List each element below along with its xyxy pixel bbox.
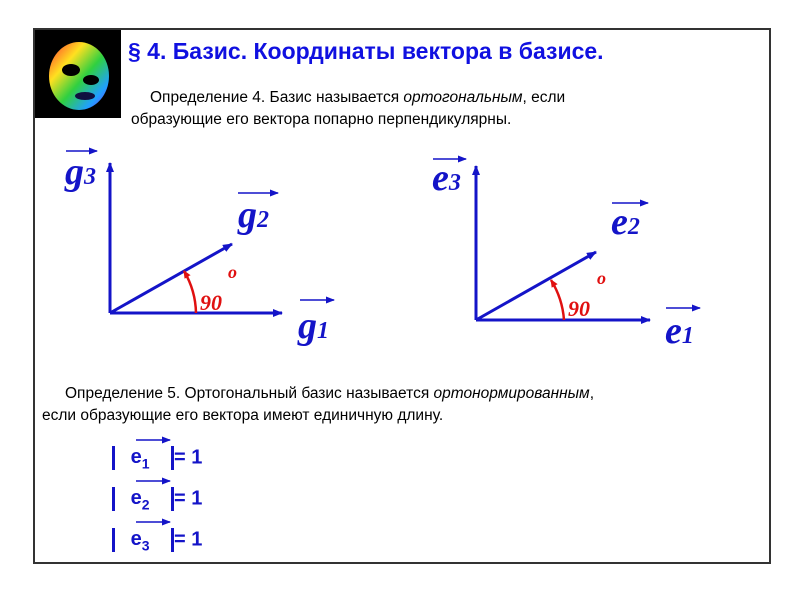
equation-row <box>112 528 202 553</box>
e2-label <box>611 200 640 244</box>
g2-letter: g <box>238 194 257 236</box>
e2-index: 2 <box>627 214 640 240</box>
g1-label <box>298 304 329 348</box>
definition-5-line-2: если образующие его вектора имеют единичную длину. <box>42 407 444 424</box>
e3-label <box>432 156 461 200</box>
definition-5-line-1 <box>65 383 594 405</box>
e3-index: 3 <box>448 170 461 196</box>
e3-letter: e <box>432 157 449 199</box>
equation-row <box>112 446 202 471</box>
equation-rhs: = 1 <box>174 487 203 510</box>
equation-index: 2 <box>141 496 150 513</box>
page-title: § 4. Базис. Координаты вектора в базисе. <box>128 38 604 64</box>
e1-letter: e <box>665 310 682 352</box>
definition-4-suffix: , если <box>522 89 566 106</box>
e1-label <box>665 309 694 353</box>
definition-4-prefix: Определение 4. Базис называется <box>150 89 404 106</box>
equation-index: 3 <box>141 537 150 554</box>
abs-bar-left <box>112 446 115 470</box>
e1-index: 1 <box>681 323 694 349</box>
definition-4-term: ортогональным <box>403 89 523 106</box>
equation-rhs: = 1 <box>174 446 203 469</box>
definition-5-prefix: Определение 5. Ортогональный базис называется <box>65 385 434 402</box>
equation-letter: e <box>130 446 142 469</box>
g2-index: 2 <box>257 207 269 233</box>
e2-letter: e <box>611 201 628 243</box>
equation-rhs: = 1 <box>174 528 203 551</box>
angle-label: 90 <box>200 290 222 315</box>
equation-letter: e <box>130 528 142 551</box>
degree-mark: o <box>228 262 237 282</box>
degree-mark: o <box>597 268 606 288</box>
equation-row <box>112 487 202 512</box>
angle-label: 90 <box>568 296 590 321</box>
definition-4-line-2: образующие его вектора попарно перпендикулярны. <box>131 111 512 128</box>
left-diagram <box>66 151 334 313</box>
g1-letter: g <box>298 305 317 347</box>
g3-index: 3 <box>84 164 96 190</box>
g3-label <box>65 150 96 194</box>
right-angle-arc <box>551 280 564 320</box>
abs-bar-left <box>112 487 115 511</box>
definition-5-term: ортонормированным <box>433 385 590 402</box>
g2-label <box>238 193 269 237</box>
right-diagram <box>433 159 700 320</box>
equation-index: 1 <box>141 455 150 472</box>
equation-letter: e <box>130 487 142 510</box>
abs-bar-left <box>112 528 115 552</box>
definition-5-suffix: , <box>589 385 594 402</box>
g1-index: 1 <box>317 318 329 344</box>
right-angle-arc <box>184 271 196 313</box>
g3-letter: g <box>65 151 84 193</box>
